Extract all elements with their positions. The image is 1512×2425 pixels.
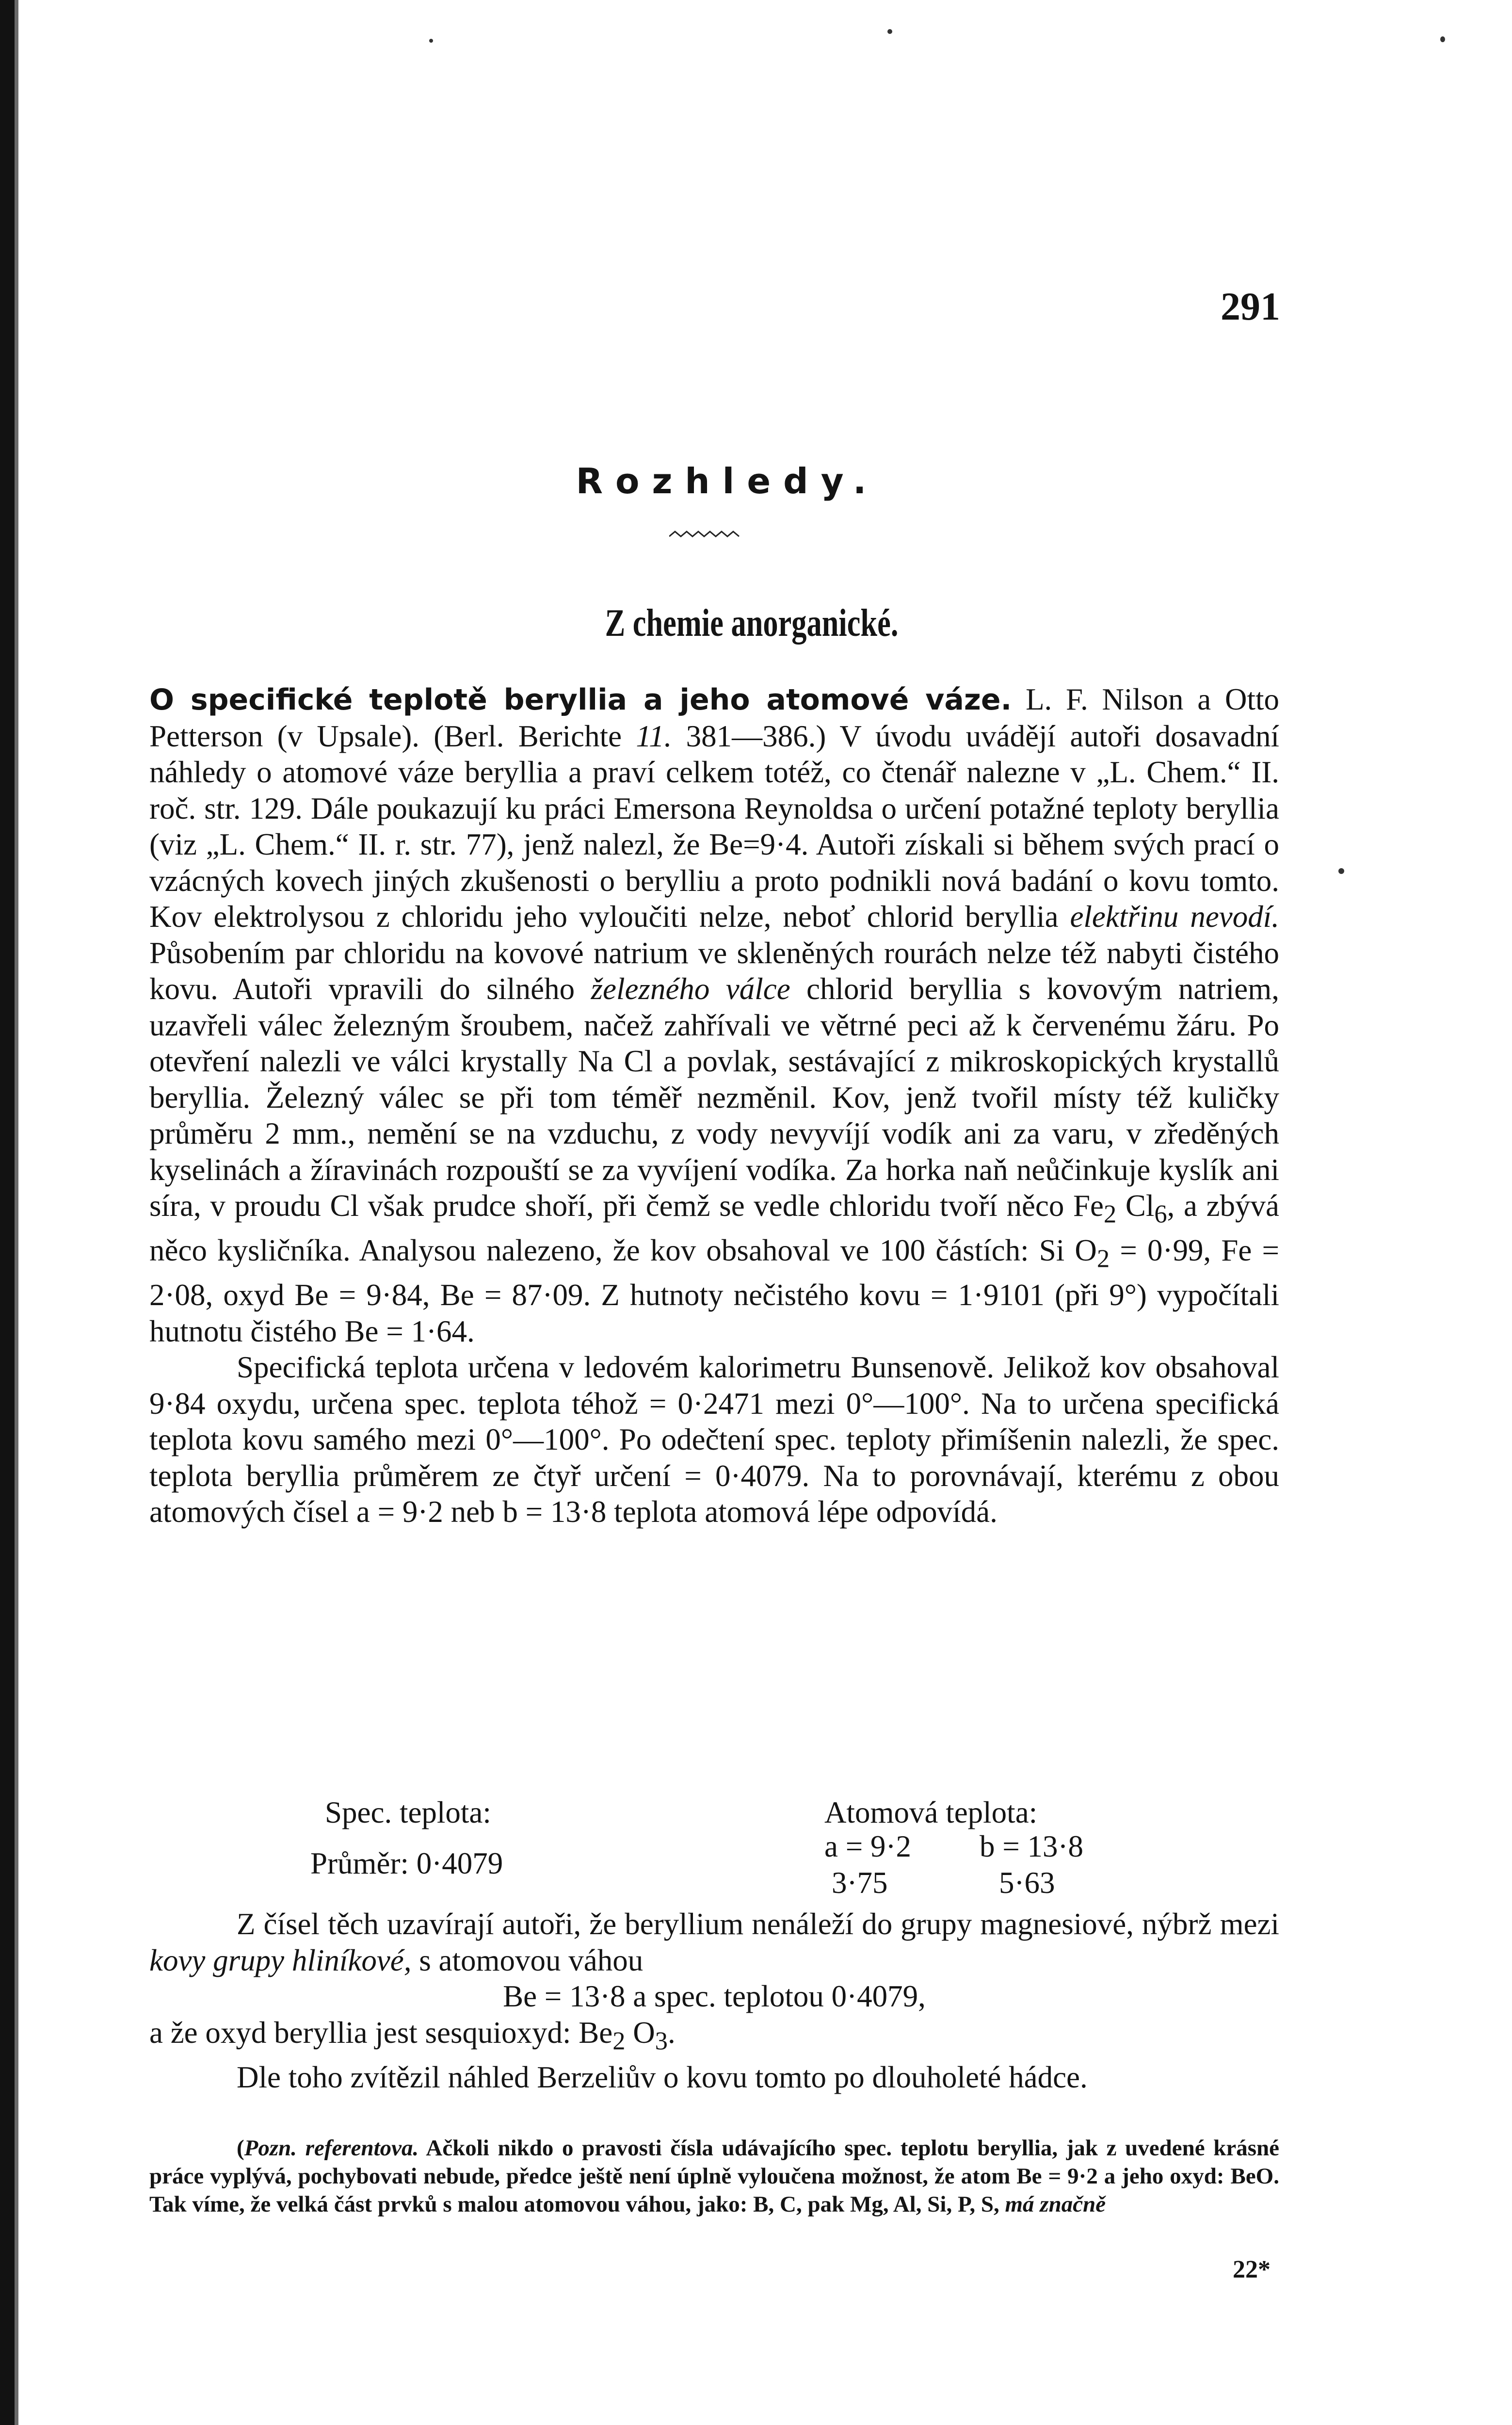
page-number: 291	[1221, 284, 1280, 328]
referee-note	[149, 2134, 1279, 2218]
section-title: Rozhledy.	[576, 461, 879, 501]
text-run: a že oxyd beryllia jest sesquioxyd: Be	[149, 2015, 613, 2050]
note-paragraph	[149, 2134, 1279, 2218]
subscript: 6	[1154, 1200, 1167, 1229]
emphasis: elektřinu nevodí.	[1070, 900, 1279, 934]
text-run: s atomovou váhou	[411, 1943, 643, 1977]
text-run: , a zbývá něco kysličníka. Analysou nalezeno, že kov obsahoval ve 100 částích: Si O	[149, 1189, 1279, 1268]
scan-speck	[1440, 36, 1445, 42]
volume-number: 11.	[636, 719, 672, 753]
subscript: 2	[1096, 1245, 1110, 1273]
text-run: (	[237, 2135, 244, 2161]
article-conclusion	[149, 1906, 1279, 2095]
article-paragraph: Specifická teplota určena v ledovém kalorimetru Bunsenově. Jelikož kov obsahoval 9·84 oxydu, určena spec. teplota téhož = 0·2471 mezi 0°—100°. Na to určena specifická teplota kovu samého mezi 0°—100°. Po odečtení spec. teploty přimíšenin nalezli, že spec. teplota beryllia průměrem ze čtyř určení = 0·4079. Na to porovnávají, kterému z obou atomových čísel a = 9·2 neb b = 13·8 teplota atomová lépe odpovídá.	[149, 1350, 1279, 1529]
subsection-title: Z chemie anorganické.	[605, 602, 899, 645]
subscript: 2	[612, 2027, 626, 2055]
text-run: .	[668, 2015, 676, 2050]
table-b-value: b = 13·8	[980, 1829, 1084, 1863]
scan-speck	[429, 39, 433, 43]
title-ornament	[669, 529, 742, 540]
specific-heat-table	[272, 1794, 1290, 1906]
formula-line: Be = 13·8 a spec. teplotou 0·4079,	[503, 1979, 926, 2013]
emphasis: kovy grupy hliníkové,	[149, 1943, 412, 1977]
text-run: chlorid beryllia s kovovým natriem, uzavřeli válec železným šroubem, načež zahřívali ve větrné peci až k červenému žáru. Po otevření nalezli ve válci krystally Na Cl a povlak, sestávající z mikroskopických krystallů beryllia. Železný válec se při tom téměř nezměnil. Kov, jenž tvořil místy též kuličky průměru 2 mm., nemění se na vzduchu, z vody nevyvíjí vodík ani za varu, v zředěných kyselinách a žíravinách rozpouští se za vyvíjení vodíka. Za horka naň neůčinkuje kyslík ani síra, v proudu Cl však prudce shoří, při čemž se vedle chloridu tvoří něco Fe	[149, 972, 1279, 1223]
table-right-header: Atomová teplota:	[824, 1795, 1038, 1829]
scan-speck	[887, 29, 892, 34]
emphasis: železného válce	[591, 972, 790, 1006]
scan-binding-shadow	[15, 0, 18, 2425]
article-paragraph: Dle toho zvítězil náhled Berzeliův o kovu tomto po dlouholeté hádce.	[237, 2060, 1088, 2094]
text-run: Z čísel těch uzavírají autoři, že beryllium nenáleží do grupy magnesiové, nýbrž mezi	[237, 1907, 1279, 1941]
text-run: Působením par chloridu na kovové natrium ve skleněných rourách nelze též nabyti čistého kovu. Autoři vpravili do silného	[149, 936, 1279, 1006]
emphasis: má značně	[1005, 2192, 1106, 2217]
table-a-value: a = 9·2	[824, 1829, 911, 1863]
text-run: Ačkoli nikdo o pravosti čísla udávajícího spec. teplotu beryllia, jak z uvedené krásné práce vyplývá, pochybovati nebude, předce ještě není úplně vyloučena možnost, že atom Be = 9·2 a jeho oxyd: BeO. Tak víme, že velká část prvků s malou atomovou váhou, jako: B, C, pak Mg, Al, Si, P, S,	[149, 2135, 1279, 2217]
subscript: 2	[1104, 1200, 1117, 1229]
text-run: O	[625, 2015, 655, 2050]
article-paragraph	[149, 2015, 1279, 2059]
article-heading: O specifické teplotě beryllia a jeho atomové váze.	[149, 683, 1012, 717]
text-run: = 0·99, Fe = 2·08, oxyd Be = 9·84, Be = 87·09. Z hutnoty nečistého kovu = 1·9101 (při 9°) vypočítali hutnotu čistého Be = 1·64.	[149, 1233, 1279, 1348]
text-run: 381—386.) V úvodu uvádějí autoři dosavadní náhledy o atomové váze beryllia a praví celkem totéž, co čtenář nalezne v „L. Chem.“ II. roč. str. 129. Dále poukazují ku práci Emersona Reynoldsa o určení potažné teploty beryllia (viz „L. Chem.“ II. r. str. 77), jenž nalezl, že Be=9·4. Autoři získali si během svých prací o vzácných kovech jiných zkušenosti o berylliu a proto podnikli nová badání o kovu tomto. Kov elektrolysou z chloridu jeho vyloučiti nelze, neboť chlorid beryllia	[149, 719, 1279, 934]
scan-binding-edge	[0, 0, 15, 2425]
text-run: Cl	[1116, 1189, 1155, 1223]
article-body	[149, 681, 1279, 1530]
table-b-result: 5·63	[999, 1866, 1055, 1900]
subscript: 3	[655, 2027, 668, 2055]
text-run: L. F. Nilson a Otto Petterson (v Upsale). (Berl. Berichte	[149, 682, 1280, 753]
table-average: Průměr: 0·4079	[310, 1846, 503, 1880]
note-label: Pozn. referentova.	[244, 2135, 419, 2161]
printer-signature: 22*	[1233, 2256, 1271, 2283]
scan-speck	[1338, 868, 1344, 874]
table-a-result: 3·75	[832, 1866, 888, 1900]
article-paragraph	[149, 1906, 1279, 1978]
article-paragraph	[149, 681, 1279, 1349]
table-left-header: Spec. teplota:	[325, 1795, 491, 1829]
